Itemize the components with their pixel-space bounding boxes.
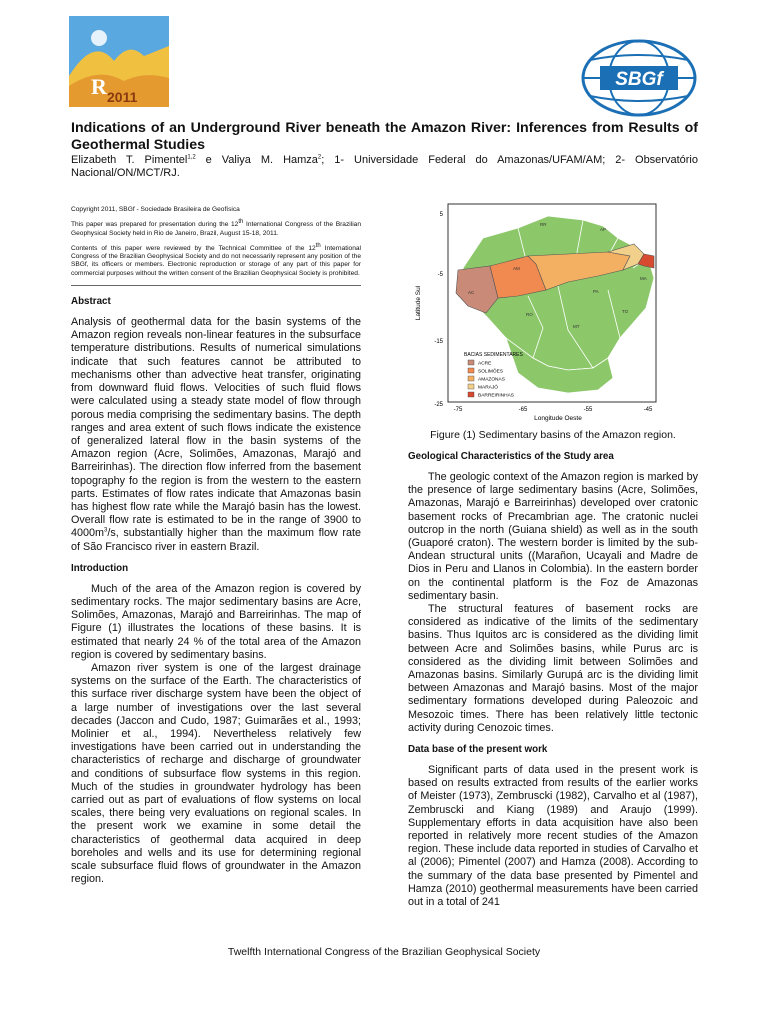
svg-text:SBGf: SBGf <box>615 69 663 90</box>
geology-paragraph-2: The structural features of basement rocks are considered as indicative of the limits of the sedimentary basins. Thus Iquitos arc is considered as the dividing limit between Acre and Solimões basins, while Purus arc is considered as the dividing limit between Solimões and Amazonas basins. Similarly Gurupá arc is the dividing limit between Amazonas and Marajó basins. Most of the major sedimentary formations developed during Paleozoic and Mesozoic times. There has been relatively little tectonic activity during Cenozoic times. <box>408 603 698 734</box>
copyright-note: Copyright 2011, SBGf - Sociedade Brasileira de Geofísica <box>71 206 240 213</box>
divider <box>71 285 361 286</box>
abstract-text-1: Analysis of geothermal data for the basin systems of the Amazon region reveals non-linear features in the subsurface temperature distributions. Results of numerical simulations indicate that such features cannot be attributed to mechanisms other than advective heat transfer, originating from downward fluid flows. Velocities of such fluid flows were calculated using a steady state model of flow through porous media comprising the sedimentary basins. The depth ranges and area extent of such flows indicate the existence of generalized lateral flow in the basin systems of the Amazon region (Acre, Solimões, Amazonas, Marajó and Barreirinhas). The direction flow inferred from the basement topography fo the region is from the western to the eastern parts. Estimates of flow rates indicate that Amazonas basin has highest flow rate while the Marajó basin has the lowest. Overall flow rate is estimated to be in the range of 3900 to 4000m <box>71 316 361 540</box>
contents-text-1: Contents of this paper were reviewed by the Technical Committee of the 12 <box>71 244 316 252</box>
ytick-neg5: -5 <box>437 272 443 278</box>
intro-paragraph-1: Much of the area of the Amazon region is covered by sedimentary rocks. The major sedimentary basins are Acre, Solimões, Amazonas, Marajó and Barreirinhas. The map of Figure (1) illustrates the locations of these basins. It is estimated that nearly 24 % of the total area of the Amazon region is covered by sedimentary basins. <box>71 582 361 661</box>
contents-note <box>71 242 361 278</box>
introduction-heading: Introduction <box>71 562 129 574</box>
page-footer: Twelfth International Congress of the Brazilian Geophysical Society <box>227 946 541 958</box>
geology-heading: Geological Characteristics of the Study area <box>408 451 614 462</box>
state-label-ma: MA <box>640 276 647 281</box>
ytick-neg15: -15 <box>434 339 443 345</box>
state-label-mt: MT <box>573 324 580 329</box>
ytick-5: 5 <box>439 212 443 218</box>
xtick-neg45: -45 <box>643 407 653 413</box>
legend-acre: ACRE <box>478 361 492 367</box>
ytick-neg25: -25 <box>434 402 443 408</box>
state-label-to: TO <box>622 309 629 314</box>
state-label-ap: AP <box>600 227 607 232</box>
prepared-text-1: This paper was prepared for presentation during the 12 <box>71 221 239 229</box>
geology-paragraph-1: The geologic context of the Amazon region is marked by the presence of large sedimentary basins (Acre, Solimões, Amazonas, Marajó e Barreirinhas) developed over cratonic basement rocks of Precambrian age. The cratonic nuclei outcrop in the north (Guiana shield) as well as in the south (Guaporé craton). The western border is limited by the sub-Andean structural units ((Marañon, Ucayali and Madre de Dios in Peru and Llanos in Colombia). In the eastern border on the continental platform is the Foz de Amazonas sedimentary basin. <box>408 471 698 602</box>
xtick-neg55: -55 <box>583 407 593 413</box>
abstract-sup: 3 <box>104 527 108 534</box>
prepared-text-2: International Congress of the Brazilian Geophysical Society held in Rio de Janeiro, Brazil, August 15-18, 2011. <box>71 221 361 237</box>
database-paragraph-1: Significant parts of data used in the present work is based on results extracted from results of the earlier works of Meister (1973), Zembruscki (1982), Carvalho et al (1987), Zembruscki and Kiang (1989) and Araujo (1999). Supplementary efforts in data acquisition have also been reported in relatively more recent studies of the Amazon region. These include data reported in studies of Carvalho et al (2006); Pimentel (2007) and Hamza (2008). According to the summary of the data base presented by Pimentel and Hamza (2010) geothermal measurements have been carried out in a total of 241 <box>408 764 698 909</box>
legend-marajo: MARAJÓ <box>478 385 498 391</box>
state-label-ac: AC <box>468 290 475 295</box>
state-label-rr: RR <box>540 222 547 227</box>
legend-title: BACIAS SEDIMENTARES <box>464 352 523 358</box>
author-separator: e Valiya M. Hamza <box>195 154 318 166</box>
authors-line <box>71 154 698 180</box>
prepared-sup: th <box>238 219 244 226</box>
rio-2011-logo <box>69 16 169 107</box>
prepared-note <box>71 221 361 238</box>
legend-solimoes: SOLIMÕES <box>478 369 504 375</box>
x-axis-label: Longitude Oeste <box>534 415 582 422</box>
legend-amazonas: AMAZONAS <box>478 377 505 383</box>
sbgf-logo <box>580 38 698 118</box>
database-heading: Data base of the present work <box>408 744 548 756</box>
contents-text-2: International Congress of the Brazilian Geophysical Society and do not necessarily represent any position of the SBGf, its officers or members. Electronic reproduction or storage of any part of this paper for commercial purposes without the written consent of the Brazilian Geophysical Society is prohibited. <box>71 244 361 277</box>
affiliations: ; 1- Universidade Federal do Amazonas/UFAM/AM; 2- Observatório Nacional/ON/MCT/RJ. <box>71 154 698 179</box>
amazon-basins-map <box>408 198 698 426</box>
state-label-pa: PA <box>593 289 599 294</box>
svg-text:2011: 2011 <box>107 89 138 105</box>
intro-paragraph-2: Amazon river system is one of the largest drainage systems on the surface of the Earth. The characteristics of this surface river discharge system have been the object of a large number of investigations over the last several decades (Jaccon and Cudo, 1987; Guimarães et al., 1993; Molinier et al., 1994). Nevertheless relatively few investigations have been carried out in understanding the characteristics of recharge and discharge of groundwater and conditions of subsurface flow systems in this region. Much of the studies in groundwater hydrology has been carried out as part of evaluations of flow systems on local scales, there being very evaluations on regional scales. In the present work we examine in some detail the characteristics of geothermal data acquired in deep boreholes and wells and its use for determining regional scale subsurface fluid flows of groundwater in the Amazon region. <box>71 661 361 886</box>
legend-barreirinhas: BARREIRINHAS <box>478 393 514 399</box>
xtick-neg75: -75 <box>453 407 463 413</box>
author-2-affil: 2 <box>317 154 322 161</box>
figure-caption: Figure (1) Sedimentary basins of the Amazon region. <box>430 429 676 441</box>
abstract-text <box>71 316 361 554</box>
author-1: Elizabeth T. Pimentel <box>71 154 188 166</box>
abstract-heading: Abstract <box>71 296 111 308</box>
paper-title: Indications of an Underground River beneath the Amazon River: Inferences from Results of Geothermal Studies <box>71 120 698 153</box>
state-label-ro: RO <box>526 312 533 317</box>
xtick-neg65: -65 <box>518 407 528 413</box>
state-label-am: AM <box>513 266 520 271</box>
right-column <box>408 198 698 909</box>
abstract-text-2: /s, substantially higher than the maximum flow rate of São Francisco river in eastern Brazil. <box>71 527 361 553</box>
left-column <box>71 206 361 886</box>
author-1-affil: 1,2 <box>187 154 196 161</box>
svg-text:R: R <box>91 74 107 99</box>
contents-sup: th <box>315 242 321 249</box>
y-axis-label: Latitude Sul <box>415 285 422 321</box>
